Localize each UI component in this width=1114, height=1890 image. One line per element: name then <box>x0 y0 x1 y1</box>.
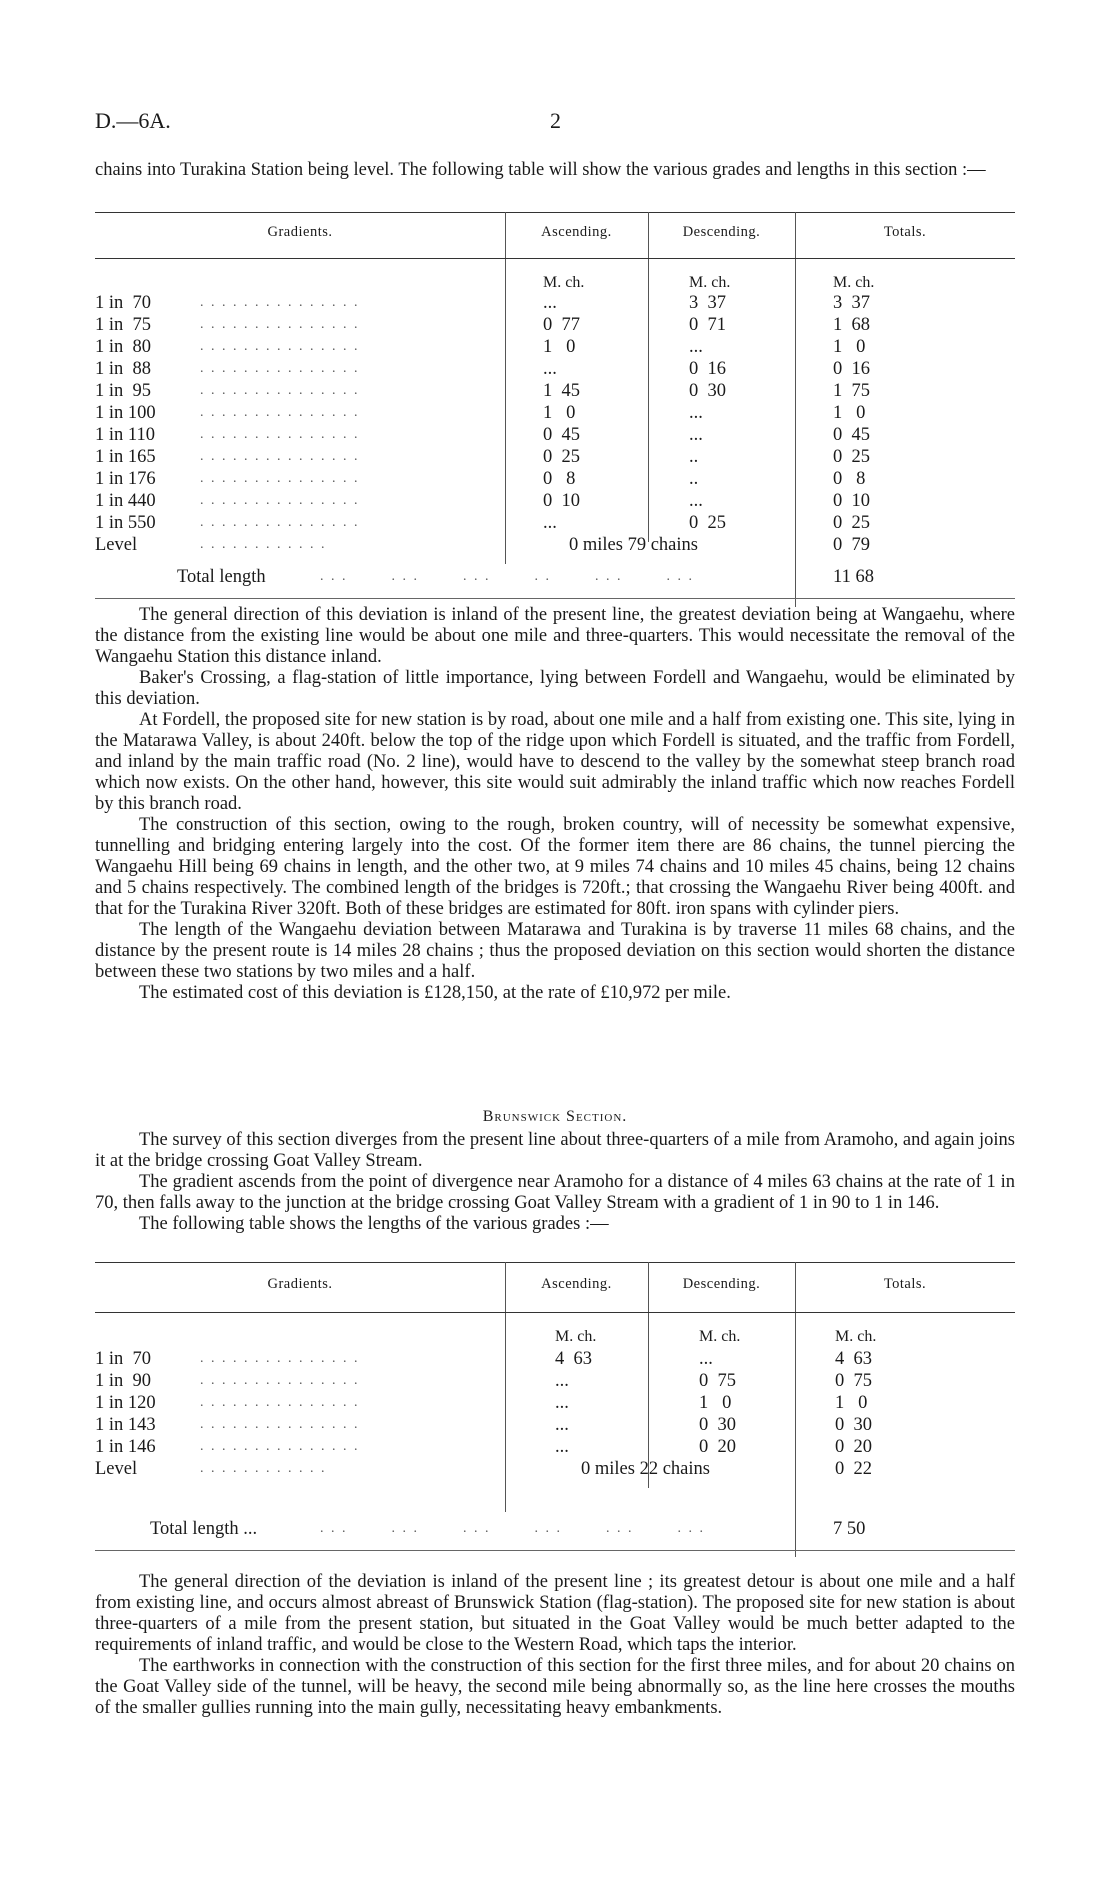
section-3-text <box>95 1572 1015 1719</box>
leader-dots: . . . . . . . . . . . . . . . <box>200 317 360 332</box>
unit-ascending: M. ch. <box>543 274 585 291</box>
leader-dots: . . . . . . . . . . . . . . . <box>200 449 360 464</box>
total-value: 3 37 <box>833 293 870 313</box>
ascending-value: 0 77 <box>543 315 580 335</box>
total-value: 0 25 <box>833 447 870 467</box>
total-value: 0 10 <box>833 491 870 511</box>
gradient-label: 1 in 165 <box>95 447 156 467</box>
ascending-value: ... <box>555 1371 569 1391</box>
table-row <box>95 1348 1015 1370</box>
leader-dots: . . . . . . . . . . . . . . . <box>200 405 360 420</box>
table-top-rule <box>95 1262 1015 1263</box>
total-value: 0 20 <box>835 1437 872 1457</box>
gradient-label: 1 in 88 <box>95 359 152 379</box>
gradient-label: 1 in 75 <box>95 315 152 335</box>
table-row <box>95 446 1015 468</box>
leader-dots: . . . . . . . . . . . . . . . <box>200 295 360 310</box>
descending-value: 0 30 <box>689 381 726 401</box>
section-2-text <box>95 1130 1015 1235</box>
paragraph: The gradient ascends from the point of divergence near Aramoho for a distance of 4 miles 63 chains at the rate of 1 in 70, then falls away to the junction at the bridge crossing Goat Valley Stream with a gradient of 1 in 90 to 1 in 146. <box>95 1172 1015 1213</box>
descending-value: 0 71 <box>689 315 726 335</box>
table-row <box>95 314 1015 336</box>
leader-dots: . . . . . . . . . . . . . . . <box>200 1373 360 1388</box>
total-value: 1 0 <box>833 337 866 357</box>
descending-value: .. <box>689 447 699 467</box>
gradient-label: Level <box>95 535 138 555</box>
level-row <box>95 534 1015 556</box>
table-row <box>95 1370 1015 1392</box>
ascending-value: ... <box>543 513 557 533</box>
gradient-label: 1 in 90 <box>95 1371 152 1391</box>
total-value: 1 0 <box>835 1393 868 1413</box>
total-value: 1 0 <box>833 403 866 423</box>
gradient-label: 1 in 80 <box>95 337 152 357</box>
gradient-label: 1 in 176 <box>95 469 156 489</box>
descending-value: 0 75 <box>699 1371 736 1391</box>
descending-value: 3 37 <box>689 293 726 313</box>
leader-dots: . . . . . . . . . . . . . . . <box>200 339 360 354</box>
leader-dots: . . . . . . . . . . . . . . . <box>200 427 360 442</box>
ascending-value: 0 45 <box>543 425 580 445</box>
paragraph: The length of the Wangaehu deviation between Matarawa and Turakina is by traverse 11 miles 68 chains, and the distance by the present route is 14 miles 28 chains ; thus the proposed deviation on this section would shorten the distance between these two stations by two miles and a half. <box>95 920 1015 982</box>
ascending-value: 1 0 <box>543 337 576 357</box>
table-row <box>95 380 1015 402</box>
gradient-table-1 <box>95 212 1015 612</box>
table-bottom-rule <box>95 1550 1015 1551</box>
page-header <box>95 108 1015 138</box>
paragraph: The general direction of this deviation is inland of the present line, the greatest deviation being at Wangaehu, where the distance from the existing line would be about one mile and three-quarters. This would necessitate the removal of the Wangaehu Station this distance inland. <box>95 605 1015 667</box>
leader-dots: . . . . . . . . . . . . . . . <box>200 361 360 376</box>
descending-value: ... <box>689 403 703 423</box>
descending-value: ... <box>689 337 703 357</box>
total-value: 4 63 <box>835 1349 872 1369</box>
descending-value: ... <box>689 425 703 445</box>
unit-totals: M. ch. <box>835 1328 877 1345</box>
paragraph: At Fordell, the proposed site for new station is by road, about one mile and a half from existing one. This site, lying in the Matarawa Valley, is about 240ft. below the top of the ridge upon which Fordell is situated, and the traffic from Fordell, and inland by the main traffic road (No. 2 line), would have to descend to the valley by the somewhat steep branch road which now exists. On the other hand, however, this site would suit admirably the inland traffic which now reaches Fordell by this branch road. <box>95 710 1015 814</box>
leader-dots: . . . . . . . . . . . . . . . <box>200 1395 360 1410</box>
leader-dots: . . . . . . . . . . . . . . . <box>200 1417 360 1432</box>
unit-descending: M. ch. <box>689 274 731 291</box>
gradient-label: 1 in 143 <box>95 1415 156 1435</box>
paragraph: The earthworks in connection with the construction of this section for the first three miles, and for about 20 chains on the Goat Valley side of the tunnel, will be heavy, the second mile being abnormally so, as the line here crosses the mouths of the smaller gullies running into the main gully, necessitating heavy embankments. <box>95 1656 1015 1718</box>
gradient-label: 1 in 550 <box>95 513 156 533</box>
descending-value: 0 25 <box>689 513 726 533</box>
descending-value: ... <box>699 1349 713 1369</box>
leader-dots: . . . . . . . . . . . . . . . . . <box>320 569 694 584</box>
total-value: 11 68 <box>833 567 874 587</box>
header-descending: Descending. <box>682 1276 761 1292</box>
total-value: 7 50 <box>833 1519 866 1539</box>
table-top-rule <box>95 212 1015 213</box>
table-bottom-rule <box>95 598 1015 599</box>
ascending-value: 0 25 <box>543 447 580 467</box>
total-value: 0 79 <box>833 535 870 555</box>
descending-value: 0 30 <box>699 1415 736 1435</box>
header-ascending: Ascending. <box>541 1276 612 1292</box>
total-value: 0 45 <box>833 425 870 445</box>
ascending-value: 0 8 <box>543 469 576 489</box>
page-number: 2 <box>550 108 561 133</box>
table-row <box>95 512 1015 534</box>
paragraph-group <box>95 605 1015 1004</box>
intro-paragraph <box>95 160 1015 181</box>
leader-dots: . . . . . . . . . . . . . . . <box>200 471 360 486</box>
ascending-value: ... <box>555 1393 569 1413</box>
total-value: 1 68 <box>833 315 870 335</box>
table-row <box>95 336 1015 358</box>
gradient-label: 1 in 70 <box>95 293 152 313</box>
gradient-label: 1 in 95 <box>95 381 152 401</box>
gradient-label: 1 in 120 <box>95 1393 156 1413</box>
descending-value: 0 20 <box>699 1437 736 1457</box>
level-span: 0 miles 22 chains <box>581 1459 710 1479</box>
table-row <box>95 1414 1015 1436</box>
paragraph: The general direction of the deviation is inland of the present line ; its greatest detour is about one mile and a half from existing line, and occurs almost abreast of Brunswick Station (flag-station). The proposed site for new station is about three-quarters of a mile from the present station, but situated in the Goat Valley would be much better adapted to the requirements of inland traffic, and would be close to the Western Road, which taps the interior. <box>95 1572 1015 1655</box>
table-row <box>95 490 1015 512</box>
total-label: Total length ... <box>150 1519 258 1539</box>
total-row <box>95 566 1015 588</box>
descending-value: .. <box>689 469 699 489</box>
gradient-label: 1 in 440 <box>95 491 156 511</box>
total-value: 0 75 <box>835 1371 872 1391</box>
header-gradients: Gradients. <box>267 224 333 240</box>
table-row <box>95 402 1015 424</box>
table-row <box>95 468 1015 490</box>
header-rule <box>95 258 1015 259</box>
paragraph: Baker's Crossing, a flag-station of little importance, lying between Fordell and Wangaehu, would be eliminated by this deviation. <box>95 668 1015 709</box>
unit-descending: M. ch. <box>699 1328 741 1345</box>
section-heading <box>95 1108 1015 1126</box>
leader-dots: . . . . . . . . . . . . . . . <box>200 1351 360 1366</box>
leader-dots: . . . . . . . . . . . . <box>200 1461 327 1476</box>
document-code: D.—6A. <box>95 108 171 133</box>
gradient-label: 1 in 100 <box>95 403 156 423</box>
total-value: 0 16 <box>833 359 870 379</box>
paragraph: The construction of this section, owing to the rough, broken country, will of necessity be somewhat expensive, tunnelling and bridging entering largely into the cost. Of the former item there are 86 chains, the tunnel piercing the Wangaehu Hill being 69 chains in length, and the other two, at 9 miles 74 chains and 10 miles 45 chains, being 12 chains and 5 chains respectively. The combined length of the bridges is 720ft.; that crossing the Wangaehu River being 400ft. and that for the Turakina River 320ft. Both of these bridges are estimated for 80ft. iron spans with cylinder piers. <box>95 815 1015 919</box>
leader-dots: . . . . . . . . . . . . <box>200 537 327 552</box>
unit-totals: M. ch. <box>833 274 875 291</box>
gradient-label: 1 in 110 <box>95 425 155 445</box>
unit-ascending: M. ch. <box>555 1328 597 1345</box>
descending-value: 1 0 <box>699 1393 732 1413</box>
paragraph: The survey of this section diverges from the present line about three-quarters of a mile from Aramoho, and again joins it at the bridge crossing Goat Valley Stream. <box>95 1130 1015 1171</box>
leader-dots: . . . . . . . . . . . . . . . <box>200 493 360 508</box>
leader-dots: . . . . . . . . . . . . . . . <box>200 1439 360 1454</box>
table-row <box>95 292 1015 314</box>
leader-dots: . . . . . . . . . . . . . . . <box>200 515 360 530</box>
paragraph-group <box>95 1130 1015 1235</box>
intro-text: chains into Turakina Station being level. The following table will show the various grades and lengths in this section :— <box>95 160 986 180</box>
ascending-value: ... <box>555 1415 569 1435</box>
leader-dots: . . . . . . . . . . . . . . . . . . <box>320 1521 705 1536</box>
header-rule <box>95 1312 1015 1313</box>
table-row <box>95 1392 1015 1414</box>
header-totals: Totals. <box>883 1276 927 1292</box>
total-value: 1 75 <box>833 381 870 401</box>
header-gradients: Gradients. <box>267 1276 333 1292</box>
ascending-value: 1 0 <box>543 403 576 423</box>
level-row <box>95 1458 1015 1480</box>
total-value: 0 8 <box>833 469 866 489</box>
ascending-value: 4 63 <box>555 1349 592 1369</box>
descending-value: ... <box>689 491 703 511</box>
total-value: 0 25 <box>833 513 870 533</box>
table-row <box>95 1436 1015 1458</box>
descending-value: 0 16 <box>689 359 726 379</box>
table-row <box>95 424 1015 446</box>
ascending-value: ... <box>543 293 557 313</box>
header-totals: Totals. <box>883 224 927 240</box>
gradient-label: 1 in 70 <box>95 1349 152 1369</box>
paragraph: The following table shows the lengths of the various grades :— <box>139 1214 609 1234</box>
ascending-value: 0 10 <box>543 491 580 511</box>
level-span: 0 miles 79 chains <box>569 535 698 555</box>
gradient-label: Level <box>95 1459 138 1479</box>
table-row <box>95 358 1015 380</box>
ascending-value: ... <box>543 359 557 379</box>
header-ascending: Ascending. <box>541 224 612 240</box>
ascending-value: ... <box>555 1437 569 1457</box>
total-label: Total length <box>177 567 266 587</box>
leader-dots: . . . . . . . . . . . . . . . <box>200 383 360 398</box>
ascending-value: 1 45 <box>543 381 580 401</box>
total-value: 0 30 <box>835 1415 872 1435</box>
paragraph-group <box>95 1572 1015 1719</box>
header-descending: Descending. <box>682 224 761 240</box>
total-row <box>95 1518 1015 1540</box>
paragraph: The estimated cost of this deviation is £128,150, at the rate of £10,972 per mile. <box>139 983 731 1003</box>
gradient-label: 1 in 146 <box>95 1437 156 1457</box>
gradient-table-2 <box>95 1262 1015 1582</box>
total-value: 0 22 <box>835 1459 872 1479</box>
section-title: Brunswick Section. <box>482 1108 628 1125</box>
section-1-text <box>95 605 1015 1004</box>
